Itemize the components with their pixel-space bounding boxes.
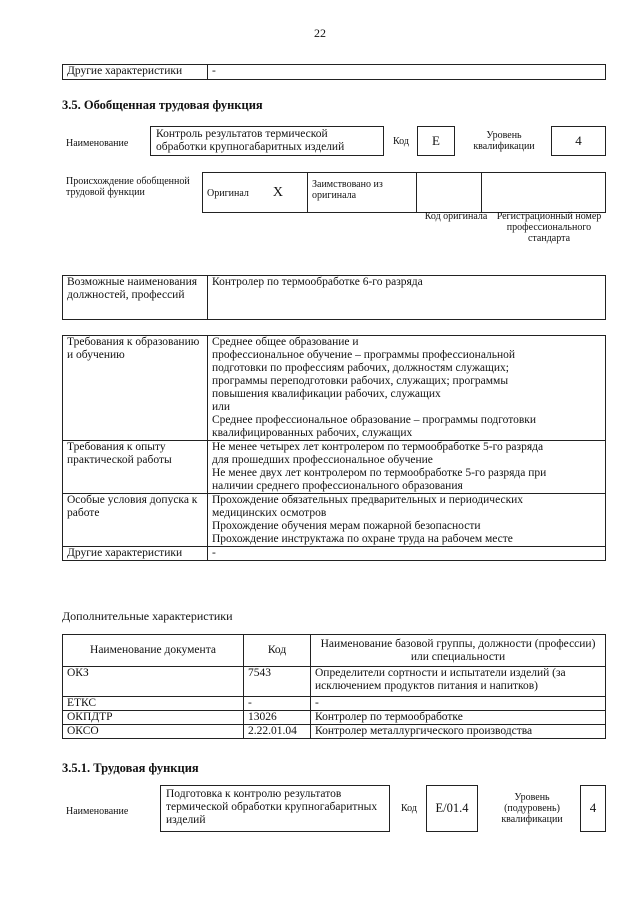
- additional-table: [62, 634, 606, 739]
- base-group-cell: Контролер металлургического производства: [311, 725, 606, 739]
- requirements-row: [63, 336, 606, 441]
- code-value: Е: [417, 126, 455, 156]
- base-group-cell: Контролер по термообработке: [311, 711, 606, 725]
- function-level-label: Уровень (подуровень) квалификации: [501, 792, 563, 825]
- table-row: [63, 711, 606, 725]
- function-name-value: Подготовка к контролю результатов термической обработки крупногабаритных изделий: [160, 785, 390, 832]
- original-mark: Х: [272, 184, 284, 200]
- code-cell: -: [244, 697, 311, 711]
- requirements-value: [208, 494, 606, 547]
- function-code-label: Код: [401, 803, 417, 814]
- requirements-line: программы переподготовки рабочих, служащих; программы: [212, 375, 509, 387]
- header-base-group: Наименование базовой группы, должности (профессии) или специальности: [311, 635, 606, 667]
- page-number: 22: [314, 26, 326, 40]
- requirements-line: Среднее общее образование и: [212, 336, 359, 348]
- additional-header-row: [63, 635, 606, 667]
- function-level-value: 4: [580, 785, 606, 832]
- requirements-value: [208, 547, 606, 561]
- table-row: [63, 667, 606, 697]
- requirements-row: [63, 494, 606, 547]
- header-code: Код: [244, 635, 311, 667]
- additional-heading: Дополнительные характеристики: [62, 609, 233, 623]
- borrowed-label: Заимствовано из оригинала: [308, 173, 417, 213]
- requirements-line: Среднее профессиональное образование – программы подготовки: [212, 414, 537, 426]
- origin-label: Происхождение обобщенной трудовой функции: [66, 176, 190, 198]
- requirements-label: Требования к опыту практической работы: [63, 441, 208, 494]
- requirements-row: [63, 547, 606, 561]
- requirements-line: наличии среднего профессионального образования: [212, 480, 463, 492]
- requirements-line: -: [212, 547, 216, 559]
- requirements-line: медицинских осмотров: [212, 507, 327, 519]
- top-other-characteristics-row: [62, 64, 606, 80]
- requirements-line: профессиональное обучение – программы профессиональной: [212, 349, 516, 361]
- original-label-cell: [203, 173, 308, 213]
- requirements-label: Особые условия допуска к работе: [63, 494, 208, 547]
- table-row: [63, 725, 606, 739]
- requirements-line: Не менее двух лет контролером по термообработке 5-го разряда при: [212, 467, 547, 479]
- professions-table: [62, 275, 606, 320]
- base-group-cell: Определители сортности и испытатели изделий (за исключением продуктов питания и напитков): [311, 667, 606, 697]
- requirements-label: Другие характеристики: [63, 547, 208, 561]
- requirements-line: квалифицированных рабочих, служащих: [212, 427, 413, 439]
- document-name-cell: ОКЗ: [63, 667, 244, 697]
- other-characteristics-label: Другие характеристики: [63, 65, 208, 80]
- name-value: Контроль результатов термической обработки крупногабаритных изделий: [150, 126, 384, 156]
- requirements-line: подготовки по профессиям рабочих, должностям служащих;: [212, 362, 509, 374]
- name-label: Наименование: [66, 138, 129, 149]
- base-group-cell: -: [311, 697, 606, 711]
- section-35-heading: 3.5. Обобщенная трудовая функция: [62, 98, 263, 112]
- code-cell: 2.22.01.04: [244, 725, 311, 739]
- requirements-value: [208, 336, 606, 441]
- code-cell: 13026: [244, 711, 311, 725]
- function-name-label: Наименование: [66, 806, 129, 817]
- table-row: [63, 697, 606, 711]
- function-code-value: Е/01.4: [426, 785, 478, 832]
- requirements-line: Не менее четырех лет контролером по термообработке 5-го разряда: [212, 441, 544, 453]
- section-351-heading: 3.5.1. Трудовая функция: [62, 761, 199, 775]
- registration-number-cell: [482, 173, 606, 213]
- original-code-caption: Код оригинала: [424, 211, 488, 222]
- level-label: Уровень квалификации: [473, 130, 535, 152]
- requirements-row: [63, 441, 606, 494]
- header-document-name: Наименование документа: [63, 635, 244, 667]
- document-name-cell: ОКСО: [63, 725, 244, 739]
- requirements-label: Требования к образованию и обучению: [63, 336, 208, 441]
- requirements-line: или: [212, 401, 231, 413]
- document-name-cell: ОКПДТР: [63, 711, 244, 725]
- code-label: Код: [393, 136, 409, 147]
- origin-table: [202, 172, 606, 213]
- document-name-cell: ЕТКС: [63, 697, 244, 711]
- requirements-line: для прошедших профессиональное обучение: [212, 454, 433, 466]
- professions-value: Контролер по термообработке 6-го разряда: [208, 276, 606, 320]
- professions-label: Возможные наименования должностей, профессий: [63, 276, 208, 320]
- requirements-table: [62, 335, 606, 561]
- original-label: Оригинал: [207, 187, 249, 199]
- requirements-line: повышения квалификации рабочих, служащих: [212, 388, 441, 400]
- requirements-line: Прохождение обязательных предварительных и периодических: [212, 494, 524, 506]
- requirements-line: Прохождение инструктажа по охране труда на рабочем месте: [212, 533, 513, 545]
- requirements-line: Прохождение обучения мерам пожарной безопасности: [212, 520, 481, 532]
- other-characteristics-value: -: [208, 65, 606, 80]
- registration-number-caption: Регистрационный номер профессионального стандарта: [496, 211, 602, 244]
- level-value: 4: [551, 126, 606, 156]
- original-code-cell: [417, 173, 482, 213]
- code-cell: 7543: [244, 667, 311, 697]
- requirements-value: [208, 441, 606, 494]
